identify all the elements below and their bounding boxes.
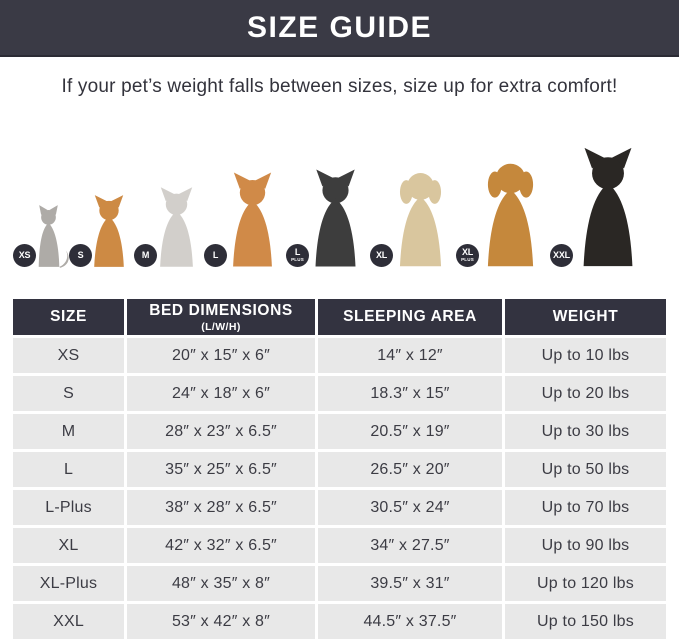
pet-border-collie-l-plus — [291, 168, 374, 268]
cell-sleeping-area: 14″ x 12″ — [318, 338, 502, 373]
cell-size: XL-Plus — [13, 566, 124, 601]
cell-bed-dimensions: 48″ x 35″ x 8″ — [127, 566, 315, 601]
column-header-label: SLEEPING AREA — [343, 308, 477, 325]
size-table — [13, 299, 666, 639]
cell-weight: Up to 10 lbs — [505, 338, 666, 373]
pet-labrador-xl — [375, 165, 460, 268]
cell-sleeping-area: 26.5″ x 20″ — [318, 452, 502, 487]
page-title: SIZE GUIDE — [246, 10, 433, 44]
cell-bed-dimensions: 38″ x 28″ x 6.5″ — [127, 490, 315, 525]
cell-sleeping-area: 30.5″ x 24″ — [318, 490, 502, 525]
badge-label: M — [141, 250, 150, 260]
cell-weight: Up to 90 lbs — [505, 528, 666, 563]
dog-silhouette-icon — [561, 146, 655, 268]
cell-sleeping-area: 44.5″ x 37.5″ — [318, 604, 502, 639]
column-header-bed-dimensions — [127, 299, 315, 335]
cell-bed-dimensions: 20″ x 15″ x 6″ — [127, 338, 315, 373]
size-badge-l — [204, 244, 227, 267]
size-badge-s — [69, 244, 92, 267]
cell-size: XXL — [13, 604, 124, 639]
cell-bed-dimensions: 35″ x 25″ x 6.5″ — [127, 452, 315, 487]
badge-label: XXL — [553, 250, 570, 260]
pet-french-bulldog-m — [141, 186, 208, 268]
cell-size: XL — [13, 528, 124, 563]
title-banner — [0, 0, 679, 57]
size-badge-xl — [370, 244, 393, 267]
pet-doberman-xxl — [553, 146, 655, 268]
badge-label: XL — [375, 250, 388, 260]
cell-weight: Up to 150 lbs — [505, 604, 666, 639]
badge-label: XL — [461, 247, 474, 258]
badge-label: L — [212, 250, 219, 260]
pets-strip — [0, 128, 679, 268]
size-badge-xs — [13, 244, 36, 267]
cell-weight: Up to 50 lbs — [505, 452, 666, 487]
cell-weight: Up to 20 lbs — [505, 376, 666, 411]
cell-size: L-Plus — [13, 490, 124, 525]
cell-size: XS — [13, 338, 124, 373]
cell-sleeping-area: 39.5″ x 31″ — [318, 566, 502, 601]
cell-bed-dimensions: 24″ x 18″ x 6″ — [127, 376, 315, 411]
column-header-label: BED DIMENSIONS — [149, 301, 293, 319]
size-badge-m — [134, 244, 157, 267]
badge-label: S — [77, 250, 84, 260]
cell-sleeping-area: 34″ x 27.5″ — [318, 528, 502, 563]
cell-bed-dimensions: 53″ x 42″ x 8″ — [127, 604, 315, 639]
cell-bed-dimensions: 42″ x 32″ x 6.5″ — [127, 528, 315, 563]
badge-sublabel: PLUS — [461, 257, 474, 263]
cell-sleeping-area: 18.3″ x 15″ — [318, 376, 502, 411]
pet-golden-retriever-xl-plus — [461, 155, 554, 268]
badge-sublabel: PLUS — [291, 257, 304, 263]
column-header-label: WEIGHT — [552, 308, 619, 325]
column-header-label: SIZE — [50, 308, 87, 325]
pet-shiba-l — [212, 171, 290, 268]
dog-silhouette-icon — [381, 165, 460, 268]
dog-silhouette-icon — [467, 155, 554, 268]
cell-weight: Up to 120 lbs — [505, 566, 666, 601]
badge-label: L — [294, 247, 301, 258]
cell-bed-dimensions: 28″ x 23″ x 6.5″ — [127, 414, 315, 449]
size-badge-l-plus — [286, 244, 309, 267]
size-badge-xl-plus — [456, 244, 479, 267]
pet-cat-xs — [18, 204, 73, 268]
cell-weight: Up to 70 lbs — [505, 490, 666, 525]
size-badge-xxl — [550, 244, 573, 267]
cell-sleeping-area: 20.5″ x 19″ — [318, 414, 502, 449]
cell-size: M — [13, 414, 124, 449]
badge-label: XS — [18, 250, 31, 260]
cell-size: L — [13, 452, 124, 487]
size-advice-text: If your pet’s weight falls between sizes, size up for extra comfort! — [61, 76, 618, 97]
cell-size: S — [13, 376, 124, 411]
column-header-size — [13, 299, 124, 335]
column-header-sublabel: (L/W/H) — [201, 320, 241, 333]
pet-pomeranian-s — [77, 194, 138, 268]
cell-weight: Up to 30 lbs — [505, 414, 666, 449]
column-header-sleeping-area — [318, 299, 502, 335]
column-header-weight — [505, 299, 666, 335]
